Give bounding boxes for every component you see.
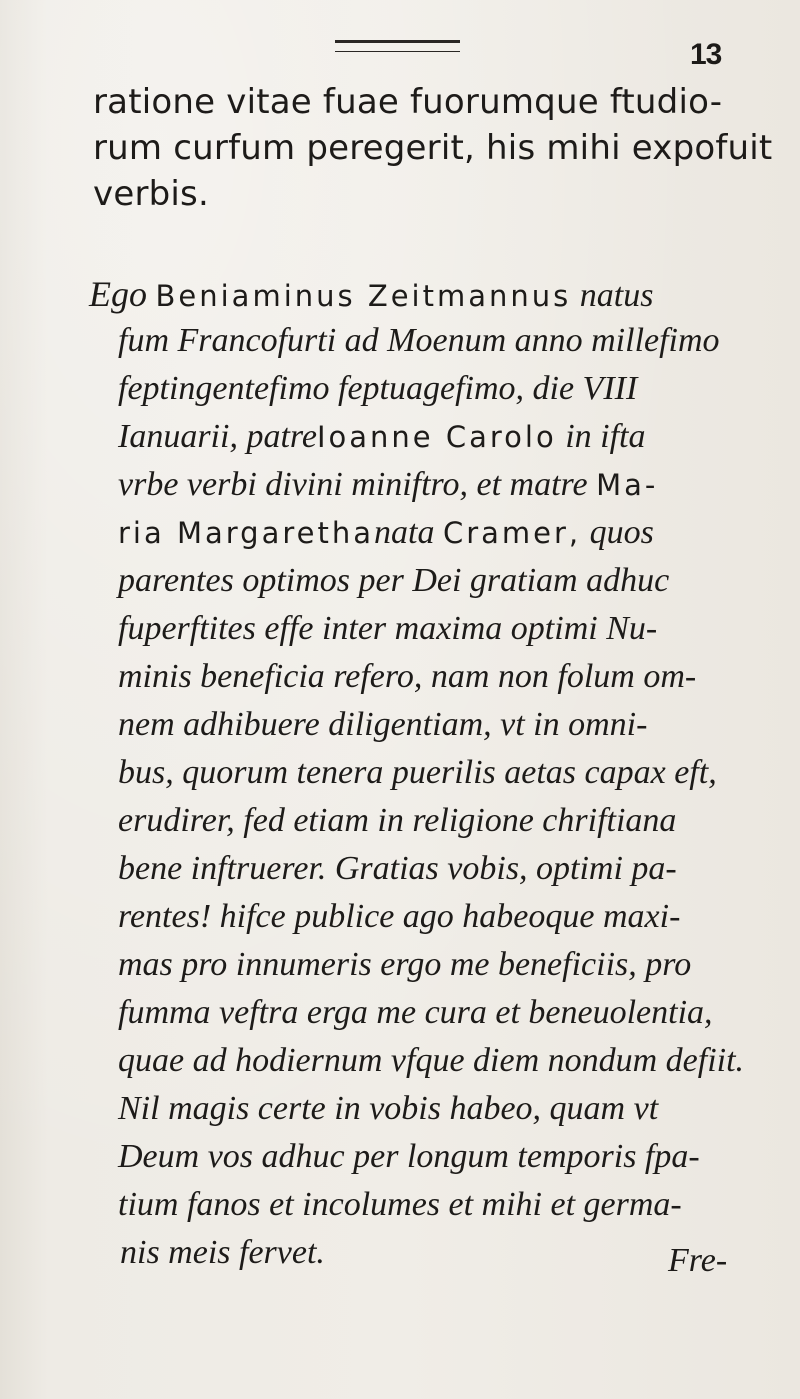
speech-line-18: Nil magis certe in vobis habeo, quam vt	[118, 1090, 659, 1127]
speech-line-10: nem adhibuere diligentiam, vt in omni-	[118, 706, 648, 743]
speech-line-2: fum Francofurti ad Moenum anno millefimo	[118, 322, 720, 359]
speech-line-14: rentes! hifce publice ago habeoque maxi-	[118, 898, 681, 935]
speech-line-4-a: Ianuarii, patre	[118, 418, 317, 455]
intro-line-2: rum curfum peregerit, his mihi expofuit	[93, 128, 773, 168]
speech-line-16: fumma veftra erga me cura et beneuolentia,	[118, 994, 713, 1031]
speech-line-4-b: in ifta	[565, 418, 646, 455]
speech-line-5-a: vrbe verbi divini miniftro, et matre	[118, 466, 588, 503]
speech-line-13: bene inftruerer. Gratias vobis, optimi pa-	[118, 850, 677, 887]
header-rule	[335, 40, 460, 52]
speech-line-7: parentes optimos per Dei gratiam adhuc	[118, 562, 670, 599]
speech-line-3: feptingentefimo feptuagefimo, die VIII	[118, 370, 638, 407]
speech-line-4	[118, 420, 645, 454]
speech-line-15: mas pro innumeris ergo me beneficiis, pro	[118, 946, 692, 983]
speech-line-19: Deum vos adhuc per longum temporis fpa-	[118, 1138, 700, 1175]
speech-line-6-b: quos	[589, 514, 654, 551]
speech-line-20: tium fanos et incolumes et mihi et germa-	[118, 1186, 682, 1223]
father-name: Ioanne Carolo	[316, 420, 557, 454]
speech-line-9: minis beneficia refero, nam non folum om-	[118, 658, 697, 695]
speech-line-1-tail: natus	[579, 277, 654, 314]
catchword: Fre-	[668, 1242, 728, 1279]
speech-line-11: bus, quorum tenera puerilis aetas capax eft,	[118, 754, 717, 791]
speech-opening-word: Ego	[89, 274, 147, 314]
speech-line-17: quae ad hodiernum vfque diem nondum defiit.	[118, 1042, 745, 1079]
speech-line-6-a: nata	[374, 514, 435, 551]
speech-line-8: fuperftites effe inter maxima optimi Nu-	[118, 610, 658, 647]
speech-line-1	[89, 276, 653, 313]
speech-line-21: nis meis fervet.	[120, 1234, 325, 1271]
mother-maiden-name: Cramer,	[442, 516, 582, 550]
intro-line-3: verbis.	[93, 174, 209, 214]
speaker-name: Beniaminus Zeitmannus	[155, 279, 572, 313]
page-number: 13	[690, 38, 722, 71]
speech-line-5	[118, 468, 658, 502]
speech-line-6	[118, 516, 654, 550]
speech-line-12: erudirer, fed etiam in religione chriftiana	[118, 802, 677, 839]
mother-name-end: ria Margaretha	[118, 516, 375, 550]
intro-line-1: ratione vitae fuae fuorumque ftudio-	[93, 82, 723, 122]
mother-name-start: Ma-	[596, 468, 659, 502]
